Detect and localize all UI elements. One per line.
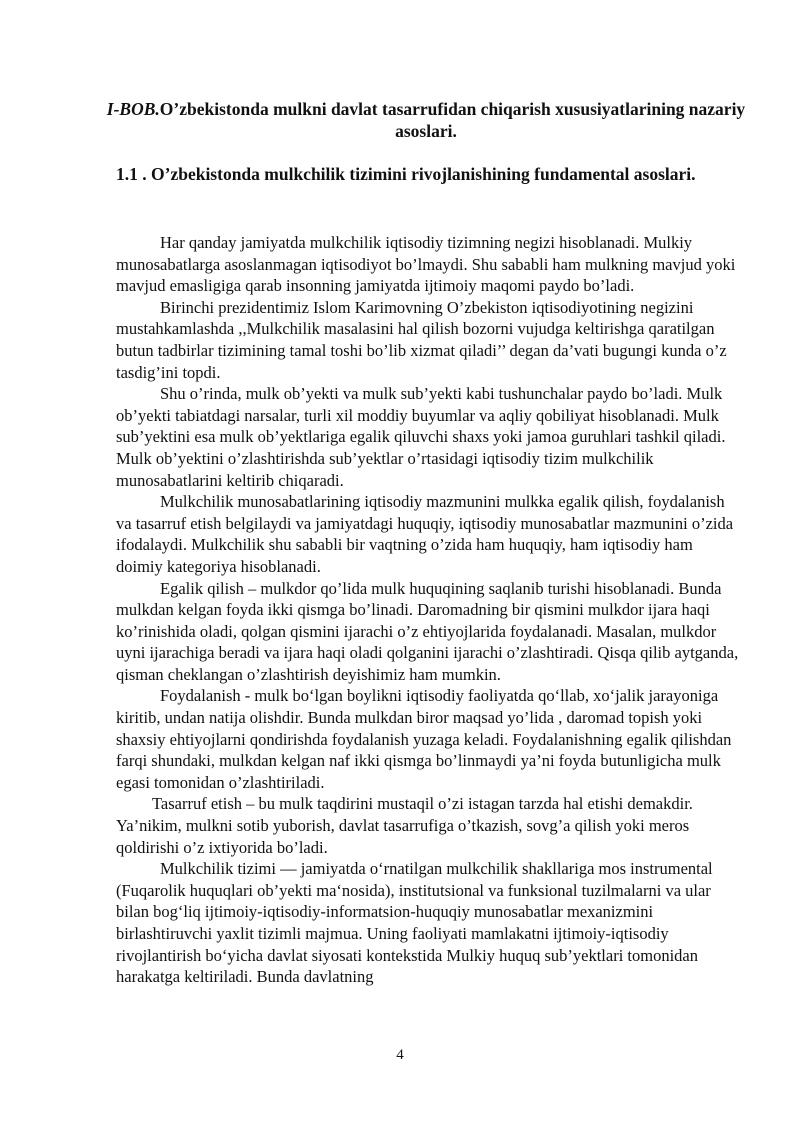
chapter-title — [96, 98, 756, 142]
paragraph: Foydalanish - mulk bo‘lgan boylikni iqtisodiy faoliyatda qo‘llab, xo‘jalik jarayoniga kiritib, undan natija olishdir. Bunda mulkdan biror maqsad yo’lida , daromad topish yoki shaxsiy ehtiyojlarni qondirishda foydalanish yuzaga keladi. Foydalanishning egalik qilishdan farqi shundaki, mulkdan kelgan naf ikki qismga bo’linmaydi ya’ni foyda butunligicha mulk egasi tomonidan o’zlashtiriladi. — [116, 686, 732, 792]
paragraph: Mulkchilik munosabatlarining iqtisodiy mazmunini mulkka egalik qilish, foydalanish va tasarruf etish belgilaydi va jamiyatdagi huquqiy, iqtisodiy munosabatlar mazmunini o’zida ifodalaydi. Mulkchilik shu sababli bir vaqtning o’zida ham huquqiy, ham iqtisodiy ham doimiy kategoriya hisoblanadi. — [116, 492, 734, 576]
paragraph: Tasarruf etish – bu mulk taqdirini mustaqil o’zi istagan tarzda hal etishi demakdir. Ya’nikim, mulkni sotib yuborish, davlat tasarrufiga o’tkazish, sovg’a qilish yoki meros qoldirishi o’z ixtiyorida bo’ladi. — [116, 794, 693, 857]
chapter-prefix: I-BOB. — [106, 99, 160, 119]
paragraph: Shu o’rinda, mulk ob’yekti va mulk sub’yekti kabi tushunchalar paydo bo’ladi. Mulk ob’yekti tabiatdagi narsalar, turli xil moddiy buyumlar va aqliy qobiliyat hisoblanadi. Mulk sub’yektini esa mulk ob’yektlariga egalik qiluvchi shaxs yoki jamoa guruhlari tashkil qiladi. Mulk ob’yektini o’zlashtirishda sub’yektlar o’rtasidagi iqtisodiy tizim mulkchilik munosabatlarini keltirib chiqaradi. — [116, 384, 726, 490]
section-title: 1.1 . O’zbekistonda mulkchilik tizimini rivojlanishining fundamental asoslari. — [116, 164, 696, 184]
paragraph: Har qanday jamiyatda mulkchilik iqtisodiy tizimning negizi hisoblanadi. Mulkiy munosabatlarga asoslanmagan iqtisodiyot bo’lmaydi. Shu sababli ham mulkning mavjud yoki mavjud emasligiga qarab insonning jamiyatda ijtimoiy maqomi paydo bo’ladi. — [116, 233, 736, 296]
paragraph: Egalik qilish – mulkdor qo’lida mulk huquqining saqlanib turishi hisoblanadi. Bunda mulkdan kelgan foyda ikki qismga bo’linadi. Daromadning bir qismini mulkdor ijara haqi ko’rinishida oladi, qolgan qismini ijarachi o’z ehtiyojlarida foydalanadi. Masalan, mulkdor uyni ijarachiga beradi va ijara haqi oladi qolganini ijarachi o’zlashtiradi. Qisqa qilib aytganda, qisman cheklangan o’zlashtirish deyishimiz ham mumkin. — [116, 578, 739, 684]
paragraph: Birinchi prezidentimiz Islom Karimovning O’zbekiston iqtisodiyotining negizini mustahkamlashda ,,Mulkchilik masalasini hal qilish bozorni vujudga keltirishga qaratilgan butun tadbirlar tizimining tamal toshi bo’lib xizmat qiladi’’ degan da’vati bugungi kunda o’z tasdig’ini topdi. — [116, 297, 727, 382]
paragraph: Mulkchilik tizimi — jamiyatda o‘rnatilgan mulkchilik shakllariga mos instrumental (Fuqarolik huquqlari ob’yekti ma‘nosida), institutsional va funksional tuzilmalarni va ular bilan bog‘liq ijtimoiy-iqtisodiy-informatsion-huquqiy munosabatlar mexanizmini birlashtiruvchi yaxlit tizimli majmua. Uning faoliyati mamlakatni ijtimoiy-iqtisodiy rivojlantirish bo‘yicha davlat siyosati kontekstida Mulkiy huquq sub’yektlari tomonidan harakatga keltiriladi. Bunda davlatning — [116, 859, 713, 987]
chapter-title-text: O’zbekistonda mulkni davlat tasarrufidan chiqarish xususiyatlarining nazariy asoslari. — [159, 99, 746, 141]
page-number: 4 — [396, 1047, 404, 1063]
body-text — [116, 232, 742, 988]
